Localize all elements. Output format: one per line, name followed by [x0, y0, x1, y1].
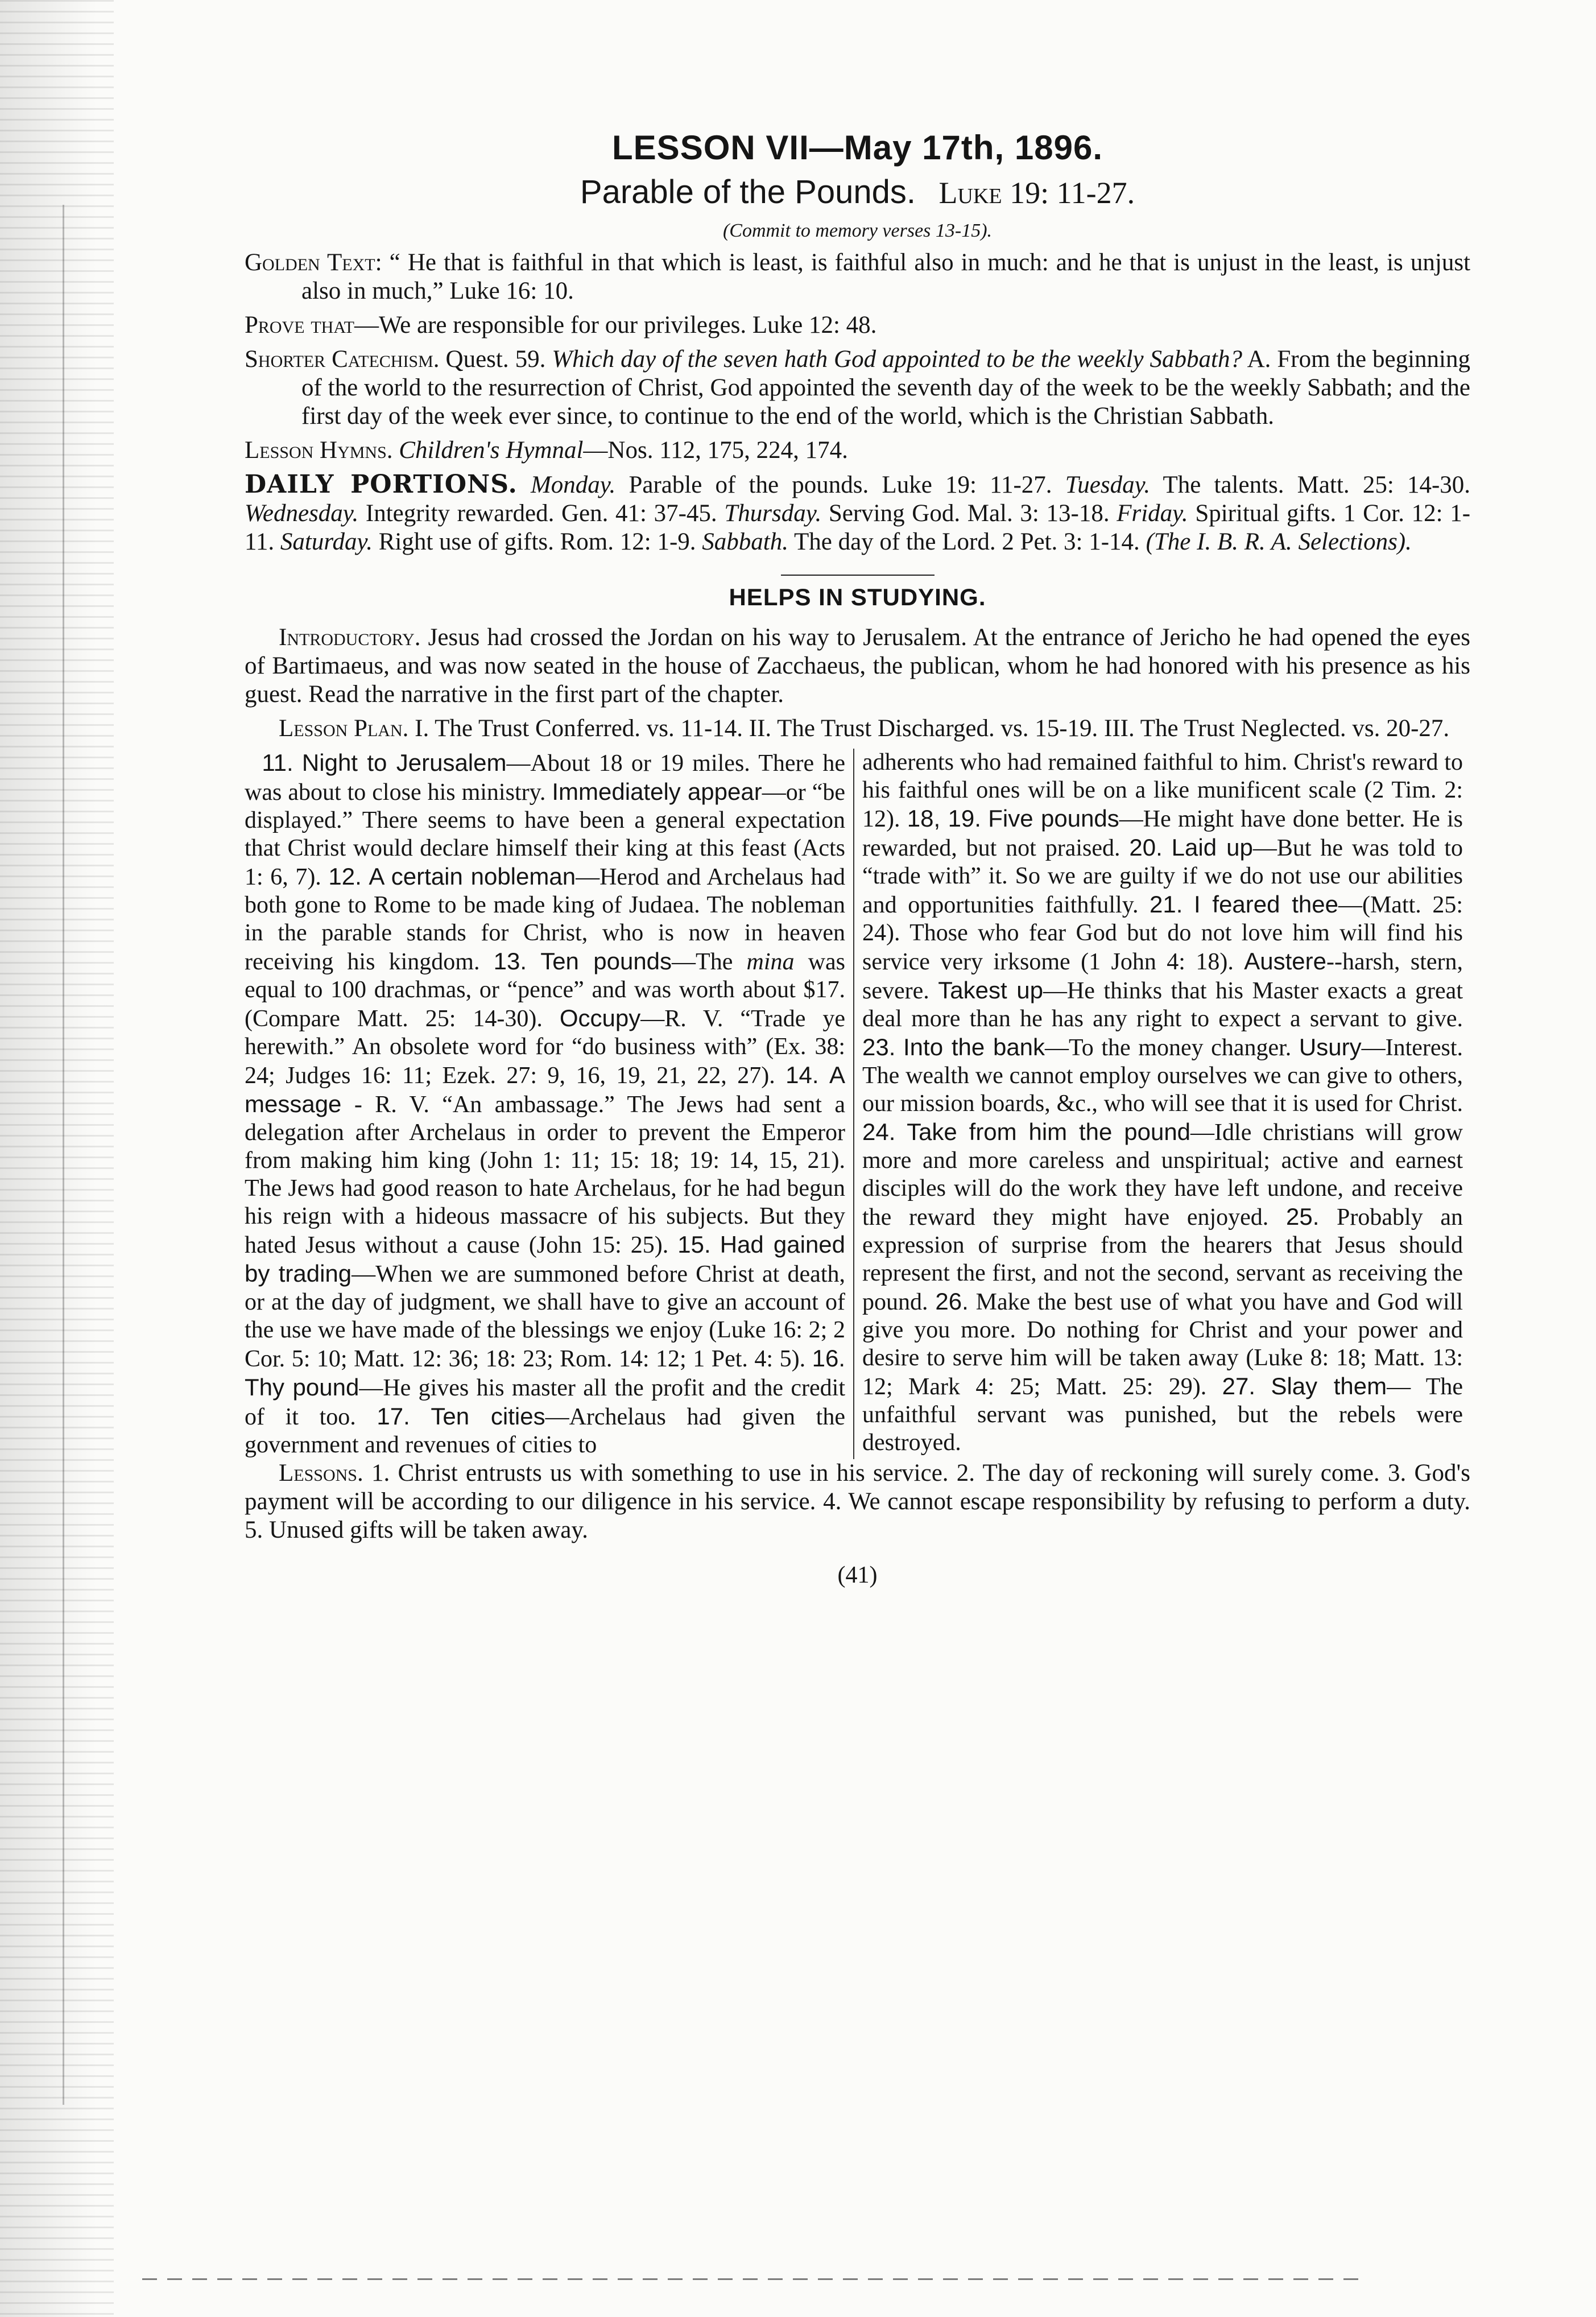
helps-heading: HELPS IN STUDYING. — [729, 584, 986, 610]
verse-number: 16. — [812, 1345, 845, 1372]
introductory-label: Introductory. — [279, 624, 421, 651]
scan-margin-shadow — [0, 0, 114, 2317]
verse-heading: Five pounds — [988, 805, 1119, 832]
hymns-label: Lesson Hymns. — [245, 437, 393, 464]
hymns-book: Children's Hymnal — [399, 437, 584, 464]
verse-note: —R. V. “Trade ye herewith.” An obsolete word for “do business with” (Ex. 38: 24; Judges 16: 11; Ezek. 27: 9, 16, 19, 21, 22, 27). — [245, 1006, 846, 1089]
page-number: (41) — [837, 1562, 878, 1588]
verse-number: 25. — [1285, 1203, 1320, 1230]
verse-heading: Laid up — [1171, 834, 1253, 861]
verse-heading: A message — [245, 1062, 846, 1117]
day-friday: Friday. — [1117, 500, 1188, 527]
daily-portions-label: DAILY PORTIONS. — [245, 470, 518, 499]
verse-number: 26. — [935, 1288, 969, 1315]
day-tuesday: Tuesday. — [1065, 472, 1151, 498]
parable-title: Parable of the Pounds. — [580, 174, 916, 210]
lesson-page — [245, 128, 1470, 1589]
verse-note: adherents who had remained faithful to him. Christ's reward to his faithful ones will be on a like munificent scale (2 Tim. 2: 12). — [862, 749, 1463, 832]
verse-heading: Usury — [1299, 1034, 1362, 1060]
golden-text-body: “ He that is faithful in that which is least, is faithful also in much: and he that is unjust in the least, is unjust also in much,” Luke 16: 10. — [301, 249, 1471, 304]
verse-heading: Into the bank — [903, 1034, 1045, 1060]
verse-note: --harsh, stern, severe. — [862, 949, 1463, 1004]
verse-heading: Takest up — [938, 977, 1043, 1003]
verse-note: Make the best use of what you have and God will give you more. Do nothing for Christ and your power and desire to serve him will be taken away (Luke 8: 18; Matt. 13: 12; Mark 4: 25; Matt. 25: 29). — [862, 1289, 1463, 1400]
section-divider — [781, 575, 935, 576]
verse-note: - R. V. “An ambassage.” The Jews had sent a delegation after Archelaus in order to prevent the Emperor from making him king (John 1: 11; 15: 18; 19: 14, 15, 21). The Jews had good reason to hate Archelaus, for he had begun his reign with a hideous massacre of his subjects. But they hated Jesus without a cause (John 15: 25). — [245, 1092, 846, 1258]
prove-that-body: —We are responsible for our privileges. Luke 12: 48. — [354, 312, 877, 338]
verse-note: was equal to 100 drachmas, or “pence” and was worth about $17. (Compare Matt. 25: 14-30). — [245, 949, 846, 1032]
day-sabbath: Sabbath. — [702, 528, 788, 555]
verse-number: 18, 19. — [907, 805, 981, 832]
day-monday: Monday. — [530, 472, 616, 498]
commentary-left-column — [245, 749, 853, 1459]
parable-reference: Luke 19: 11-27. — [938, 176, 1135, 210]
verse-note: —About 18 or 19 miles. There he was about to close his ministry. — [245, 750, 846, 806]
shorter-catechism — [245, 345, 1470, 431]
selections-note: (The I. B. R. A. Selections). — [1146, 528, 1412, 555]
verse-heading: Take from him the pound — [907, 1118, 1191, 1145]
commentary-columns — [245, 749, 1470, 1459]
verse-note: —He gives his master all the profit and the credit of it too. — [245, 1375, 845, 1430]
lesson-plan-text: I. The Trust Conferred. vs. 11-14. II. The Trust Discharged. vs. 15-19. III. The Trust Neglected. vs. 20-27. — [415, 715, 1450, 742]
verse-number: 17. — [377, 1403, 410, 1430]
golden-text-label: Golden Text: — [245, 249, 382, 276]
verse-heading: Had gained by trading — [245, 1231, 846, 1287]
verse-heading: A certain nobleman — [369, 863, 576, 890]
parable-heading — [245, 173, 1470, 211]
portion-thursday: Serving God. Mal. 3: 13-18. — [828, 500, 1110, 527]
scan-bottom-rule — [142, 2278, 1365, 2280]
daily-portions — [245, 470, 1470, 556]
verse-heading: Thy pound — [245, 1374, 359, 1401]
verse-note: Probably an expression of surprise from the hearers that Jesus should represent the first, and not the second, servant as receiving the pound. — [862, 1204, 1463, 1315]
lessons-text: 1. Christ entrusts us with something to use in his service. 2. The day of reckoning will surely come. 3. God's payment will be according to our diligence in his service. 4. We cannot escape responsibility by refusing to perform a duty. 5. Unused gifts will be taken away. — [245, 1460, 1470, 1543]
verse-note: —He thinks that his Master exacts a great deal more than he has any right to expect a servant to give. — [862, 978, 1463, 1032]
commit-note: (Commit to memory verses 13-15). — [722, 220, 993, 241]
catechism-label: Shorter Catechism. — [245, 346, 440, 373]
verse-note-italic: mina — [746, 949, 795, 975]
day-saturday: Saturday. — [280, 528, 373, 555]
verse-number: 23. — [862, 1034, 896, 1060]
verse-number: 21. — [1150, 891, 1183, 918]
lesson-plan — [245, 714, 1470, 743]
verse-note: —Herod and Archelaus had both gone to Rome to be made king of Judaea. The nobleman in the parable stands for Christ, who is now in heaven receiving his kingdom. — [245, 864, 845, 975]
verse-number: 11. — [262, 749, 293, 776]
portion-saturday: Right use of gifts. Rom. 12: 1-9. — [378, 528, 696, 555]
lesson-hymns — [245, 436, 1470, 465]
verse-heading: Ten pounds — [540, 948, 672, 974]
catechism-answer: A. From the beginning of the world to the resurrection of Christ, God appointed the seventh day of the week to be the weekly Sabbath; and the first day of the week ever since, to continue to the end of the world, which is the Christian Sabbath. — [301, 346, 1470, 429]
portion-wednesday: Integrity rewarded. Gen. 41: 37-45. — [365, 500, 717, 527]
introductory-text: Jesus had crossed the Jordan on his way to Jerusalem. At the entrance of Jericho he had opened the eyes of Bartimaeus, and was now seated in the house of Zacchaeus, the publican, whom he had honored with his presence as his guest. Read the narrative in the first part of the chapter. — [245, 624, 1471, 708]
verse-heading: Night to Jerusalem — [301, 749, 507, 776]
introductory — [245, 623, 1470, 709]
verse-number: 20. — [1129, 834, 1163, 861]
verse-note: —To the money changer. — [1045, 1035, 1292, 1061]
catechism-question: Which day of the seven hath God appointed to be the weekly Sabbath? — [552, 346, 1242, 373]
catechism-quest: Quest. 59. — [445, 346, 546, 373]
verse-heading: Austere — [1244, 948, 1326, 974]
verse-note: —The — [672, 949, 733, 975]
verse-heading: I feared thee — [1194, 891, 1338, 918]
lesson-plan-label: Lesson Plan. — [279, 715, 409, 742]
prove-that-label: Prove that — [245, 312, 354, 338]
verse-note: —or “be displayed.” There seems to have been a general expectation that Christ would declare himself their king at this feast (Acts 1: 6, 7). — [245, 779, 845, 890]
verse-number: 24. — [862, 1118, 896, 1145]
lesson-title: LESSON VII—May 17th, 1896. — [612, 129, 1103, 167]
verse-note: —(Matt. 25: 24). Those who fear God but do not love him will find his service very irksome (1 John 4: 18). — [862, 892, 1463, 975]
hymns-numbers: —Nos. 112, 175, 224, 174. — [583, 437, 848, 464]
portion-monday: Parable of the pounds. Luke 19: 11-27. — [629, 472, 1052, 498]
verse-heading: Occupy — [559, 1005, 641, 1031]
golden-text — [245, 249, 1470, 305]
prove-that — [245, 311, 1470, 340]
portion-friday: Spiritual gifts. 1 Cor. 12: 1-11. — [245, 500, 1471, 555]
verse-note: —Archelaus had given the government and revenues of cities to — [245, 1404, 845, 1458]
commentary-right-column — [854, 749, 1463, 1459]
lessons-summary — [245, 1459, 1470, 1544]
portion-tuesday: The talents. Matt. 25: 14-30. — [1163, 472, 1471, 498]
portion-sabbath: The day of the Lord. 2 Pet. 3: 1-14. — [793, 528, 1140, 555]
verse-number: 27. — [1222, 1373, 1256, 1399]
scan-edge-line — [63, 205, 64, 2105]
verse-heading: Slay them — [1271, 1373, 1387, 1399]
day-thursday: Thursday. — [724, 500, 822, 527]
day-wednesday: Wednesday. — [245, 500, 359, 527]
verse-note: —Interest. The wealth we cannot employ ourselves we can give to others, our mission boards, &c., who will see that it is used for Christ. — [862, 1035, 1463, 1117]
verse-heading: Immediately appear — [552, 778, 762, 805]
verse-number: 14. — [785, 1062, 819, 1088]
verse-note: —Idle christians will grow more and more careless and unspiritual; active and earnest disciples will do the work they have left undone, and receive the reward they might have enjoyed. — [862, 1120, 1463, 1230]
verse-heading: Ten cities — [431, 1403, 545, 1430]
verse-note: —When we are summoned before Christ at death, or at the day of judgment, we shall have to give an account of the use we have made of the blessings we enjoy (Luke 16: 2; 2 Cor. 5: 10; Matt. 12: 36; 18: 23; Rom. 14: 12; 1 Pet. 4: 5). — [245, 1261, 845, 1372]
verse-number: 13. — [493, 948, 527, 974]
verse-note: —But he was told to “trade with” it. So we are guilty if we do not use our abilities and opportunities faithfully. — [862, 835, 1463, 918]
verse-note: — The unfaithful servant was punished, but the rebels were destroyed. — [862, 1374, 1463, 1456]
verse-number: 15. — [677, 1231, 711, 1258]
verse-number: 12. — [328, 863, 362, 890]
lessons-label: Lessons. — [279, 1460, 363, 1486]
verse-note: —He might have done better. He is rewarded, but not praised. — [862, 806, 1463, 861]
